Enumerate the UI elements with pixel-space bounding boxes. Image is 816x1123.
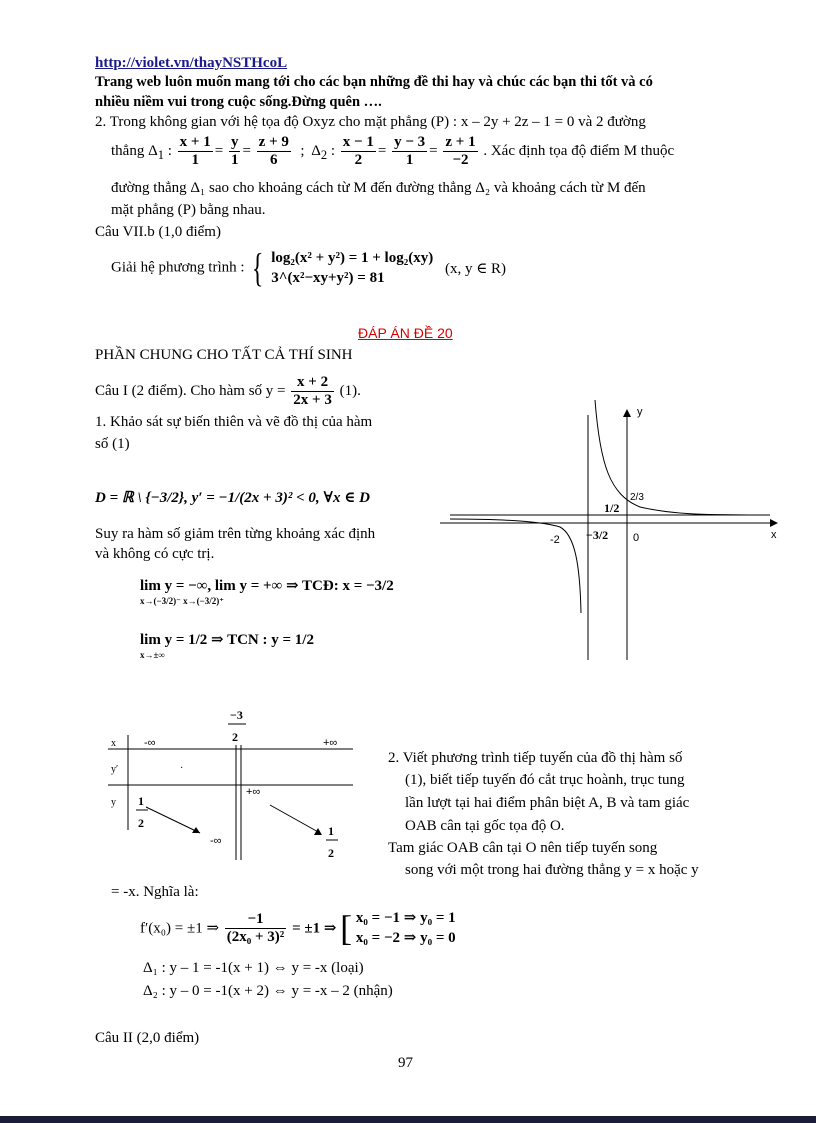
y-axis-arrow bbox=[623, 409, 631, 417]
y-pos-inf: +∞ bbox=[246, 786, 261, 798]
q7b-eq2: 3^(x²−xy+y²) = 81 bbox=[271, 270, 385, 286]
domain-derivative: D = ℝ \ {−3/2}, y′ = −1/(2x + 3)² < 0, ∀x ∈ D bbox=[95, 490, 370, 506]
tangent-1: Δ₁ : y – 1 = -1(x + 1) ⇔ y = -x (loại) bbox=[143, 960, 364, 976]
x-pos-inf: +∞ bbox=[323, 737, 338, 749]
y-left-num: 1 bbox=[138, 794, 144, 808]
q7b-system: Giải hệ phương trình : { log₂(x² + y²) = 1 + log₂(xy) 3^(x²−xy+y²) = 81 (x, y ∈ R) bbox=[111, 245, 507, 290]
x-mid-num: −3 bbox=[230, 708, 243, 722]
x-axis-arrow bbox=[770, 519, 778, 527]
cau1-tag: (1). bbox=[339, 382, 361, 399]
y-neg-inf: -∞ bbox=[210, 835, 222, 847]
solution-1: x₀ = −1 ⇒ y₀ = 1 bbox=[355, 910, 456, 926]
tangent-2: Δ₂ : y – 0 = -1(x + 2) ⇔ y = -x – 2 (nhận) bbox=[143, 983, 393, 999]
p2-line-1: 2. Viết phương trình tiếp tuyến của đồ thị hàm số bbox=[388, 750, 683, 766]
arrow-decrease-1 bbox=[146, 807, 200, 833]
y-label: y bbox=[637, 406, 643, 418]
q2-thang: thẳng Δ bbox=[111, 142, 158, 159]
y-right-den: 2 bbox=[328, 846, 334, 860]
p2-line-6: song với một trong hai đường thẳng y = x hoặc y bbox=[405, 862, 699, 878]
p2-line-4: OAB cân tại gốc tọa độ O. bbox=[405, 818, 565, 834]
solution-2: x₀ = −2 ⇒ y₀ = 0 bbox=[355, 930, 456, 946]
page-number: 97 bbox=[398, 1055, 413, 1071]
label-half: 1/2 bbox=[604, 501, 620, 515]
limit-horizontal: lim y = 1/2 ⇒ TCN : y = 1/2 bbox=[140, 632, 314, 648]
cau1-text: Câu I (2 điểm). Cho hàm số y = bbox=[95, 382, 286, 399]
decrease-line-2: và không có cực trị. bbox=[95, 546, 215, 562]
s1-line-2: số (1) bbox=[95, 436, 130, 452]
y-right-num: 1 bbox=[328, 824, 334, 838]
bottom-bar bbox=[0, 1116, 816, 1123]
q7b-prompt: Giải hệ phương trình : bbox=[111, 259, 245, 276]
left-branch bbox=[450, 519, 581, 613]
p2-line-2: (1), biết tiếp tuyến đó cắt trục hoành, trục tung bbox=[405, 772, 685, 788]
derivative-equation: f′(x₀) = ±1 ⇒ $\frac{-1}{\text{(2x₀ + 3)²}}$ = ±1 ⇒ [ x₀ = −1 ⇒ y₀ = 1 x₀ = −2 ⇒ y₀ = 0 bbox=[140, 908, 456, 948]
limit-vertical-sub: x→(−3/2)⁻ x→(−3/2)⁺ bbox=[140, 596, 224, 606]
q7b-eq1: log₂(x² + y²) = 1 + log₂(xy) bbox=[271, 250, 434, 266]
d1-frac-x: $\frac{x + 1}{1}$ bbox=[179, 134, 211, 168]
right-branch bbox=[595, 400, 760, 515]
yprime-sign: · bbox=[180, 763, 184, 774]
d2-frac-z: $\frac{z + 1}{-2}$ bbox=[445, 134, 476, 168]
p2-line-3: lần lượt tại hai điểm phân biệt A, B và tam giác bbox=[405, 795, 690, 811]
q2-lines-equations: thẳng $\Delta_1$ : $\frac{x + 1}{1}$ = $\frac{y}{1}$ = $\frac{z + 9}{6}$ ; $\Delta_2$ : $\frac{x - 1}{2}$ = $\frac{y - 3}{1}$ = $\frac{z + 1}{-2}$ . Xác định tọa độ điểm M thuộc bbox=[111, 134, 675, 168]
f-right: = ±1 ⇒ bbox=[292, 920, 337, 937]
label-origin: 0 bbox=[633, 532, 640, 544]
row-x-label: x bbox=[111, 738, 116, 749]
row-yprime-label: y′ bbox=[111, 764, 119, 775]
label-neg-three-halves: −3/2 bbox=[586, 528, 609, 542]
variation-table bbox=[108, 705, 358, 865]
q7b-title: Câu VII.b (1,0 điểm) bbox=[95, 224, 221, 240]
q2-line-1: 2. Trong không gian với hệ tọa độ Oxyz cho mặt phẳng (P) : x – 2y + 2z – 1 = 0 và 2 đường bbox=[95, 114, 646, 130]
x-mid-den: 2 bbox=[232, 730, 238, 744]
header-line-1: Trang web luôn muốn mang tới cho các bạn những đề thi hay và chúc các bạn thi tốt và có bbox=[95, 74, 653, 90]
q2-line-4: mặt phẳng (P) bằng nhau. bbox=[111, 202, 266, 218]
answer-title: ĐÁP ÁN ĐỀ 20 bbox=[358, 325, 453, 341]
limit-horizontal-sub: x→±∞ bbox=[140, 650, 165, 660]
x-label: x bbox=[771, 529, 777, 541]
q7b-domain: (x, y ∈ R) bbox=[444, 260, 507, 277]
function-graph bbox=[440, 395, 790, 665]
arrow-decrease-2 bbox=[270, 805, 320, 833]
part-heading: PHẦN CHUNG CHO TẤT CẢ THÍ SINH bbox=[95, 347, 353, 363]
label-neg-two: -2 bbox=[550, 534, 560, 546]
q2-line-3: đường thẳng Δ₁ sao cho khoảng cách từ M đến đường thẳng Δ₂ và khoảng cách từ M đến bbox=[111, 180, 646, 196]
f-frac: $\frac{-1}{\text{(2x₀ + 3)²}}$ bbox=[226, 910, 285, 945]
arrowhead-2 bbox=[314, 828, 322, 835]
cau2-title: Câu II (2,0 điểm) bbox=[95, 1030, 200, 1046]
d2-frac-y: $\frac{y - 3}{1}$ bbox=[394, 134, 426, 168]
p2-line-7: = -x. Nghĩa là: bbox=[111, 884, 199, 900]
cau1-line bbox=[95, 374, 361, 409]
d2-frac-x: $\frac{x - 1}{2}$ bbox=[342, 134, 374, 168]
header-line-2: nhiều niềm vui trong cuộc sống.Đừng quên …. bbox=[95, 94, 382, 110]
d1-frac-z: $\frac{z + 9}{6}$ bbox=[258, 134, 289, 168]
row-y-label: y bbox=[111, 797, 116, 808]
decrease-line-1: Suy ra hàm số giảm trên từng khoảng xác định bbox=[95, 526, 376, 542]
s1-line-1: 1. Khảo sát sự biến thiên và vẽ đồ thị của hàm bbox=[95, 414, 373, 430]
cau1-frac: $\frac{x + 2}{2x + 3}$ bbox=[293, 374, 332, 408]
f-left: f′(x₀) = ±1 ⇒ bbox=[140, 920, 220, 937]
d1-frac-y: $\frac{y}{1}$ bbox=[230, 134, 239, 168]
y-left-den: 2 bbox=[138, 816, 144, 830]
p2-line-5: Tam giác OAB cân tại O nên tiếp tuyến song bbox=[388, 840, 658, 856]
source-link[interactable]: http://violet.vn/thayNSTHcoL bbox=[95, 55, 288, 71]
x-neg-inf: -∞ bbox=[144, 737, 156, 749]
label-two-thirds: 2/3 bbox=[630, 492, 644, 503]
q2-tail: . Xác định tọa độ điểm M thuộc bbox=[483, 142, 675, 159]
limit-vertical: lim y = −∞, lim y = +∞ ⇒ TCĐ: x = −3/2 bbox=[140, 578, 394, 594]
